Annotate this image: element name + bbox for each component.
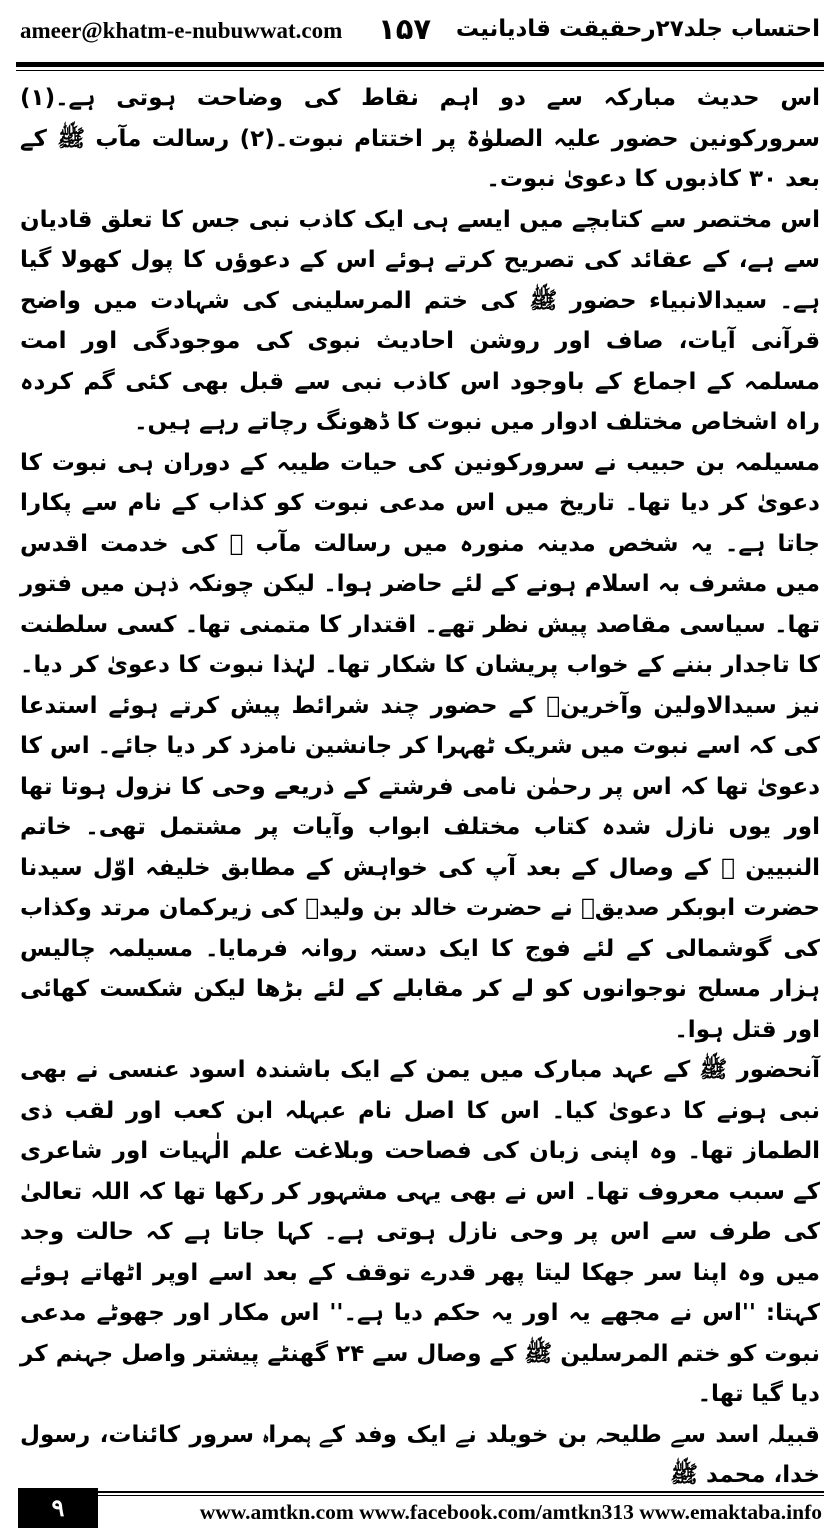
paragraph-2: اس مختصر سے کتابچے میں ایسے ہی ایک کاذب نبی جس کا تعلق قادیان سے ہے، کے عقائد کی تصریح کرتے ہوئے اس کے دعوؤں کا پول کھولا گیا ہے۔ سیدالانبیاء حضور ﷺ کی ختم المرسلینی کی شہادت میں واضح قرآنی آیات، صاف اور روشن احادیث نبوی کی موجودگی اور امت مسلمہ کے اجماع کے باوجود اس کاذب نبی سے قبل بھی کئی گم کردہ راہ اشخاص مختلف ادوار میں نبوت کا ڈھونگ رچاتے رہے ہیں۔ [20,206,820,435]
paragraph-4: آنحضور ﷺ کے عہد مبارک میں یمن کے ایک باشندہ اسود عنسی نے بھی نبی ہونے کا دعویٰ کیا۔ اس کا اصل نام عبہلہ ابن کعب اور لقب ذی الطماز تھا۔ وہ اپنی زبان کی فصاحت وبلاغت علم الٰہیات اور شاعری کے سبب معروف تھا۔ اس نے بھی یہی مشہور کر رکھا تھا کہ اللہ تعالیٰ کی طرف سے اس پر وحی نازل ہوتی ہے۔ کہا جاتا ہے کہ حالت وجد میں وہ اپنا سر جھکا لیتا پھر قدرے توقف کے بعد اسے اوپر اٹھاتے ہوئے کہتا: ''اس نے مجھے یہ اور یہ حکم دیا ہے۔'' اس مکار اور جھوٹے مدعی نبوت کو ختم المرسلین ﷺ کے وصال سے ۲۴ گھنٹے پیشتر واصل جہنم کر دیا گیا تھا۔ [20,1057,820,1407]
page-footer [0,1478,840,1540]
paragraph-3: مسیلمہ بن حبیب نے سرورکونین کی حیات طیبہ کے دوران ہی نبوت کا دعویٰ کر دیا تھا۔ تاریخ میں اس مدعی نبوت کو کذاب کے نام سے پکارا جاتا ہے۔ یہ شخص مدینہ منورہ میں رسالت مآب ﷺ کی خدمت اقدس میں مشرف بہ اسلام ہونے کے لئے حاضر ہوا۔ لیکن چونکہ ذہن میں فتور تھا۔ سیاسی مقاصد پیش نظر تھے۔ اقتدار کا متمنی تھا۔ کسی سلطنت کا تاجدار بننے کے خواب پریشان کا شکار تھا۔ لہٰذا نبوت کا دعویٰ کر دیا۔ نیز سیدالاولین وآخرینؐ کے حضور چند شرائط پیش کرتے ہوئے استدعا کی کہ اسے نبوت میں شریک ٹھہرا کر جانشین نامزد کر دیا جائے۔ اس کا دعویٰ تھا کہ اس پر رحمٰن نامی فرشتے کے ذریعے وحی کا نزول ہوتا تھا اور یوں نازل شدہ کتاب مختلف ابواب وآیات پر مشتمل تھی۔ خاتم النبیین ﷺ کے وصال کے بعد آپ کی خواہش کے مطابق خلیفہ اوّل سیدنا حضرت ابوبکر صدیقؓ نے حضرت خالد بن ولیدؓ کی زیرکمان مرتد وکذاب کی گوشمالی کے لئے فوج کا ایک دستہ روانہ فرمایا۔ مسیلمہ چالیس ہزار مسلح نوجوانوں کو لے کر مقابلے کے لئے بڑھا لیکن شکست کھائی اور قتل ہوا۔ [20,449,820,1043]
page-header [0,0,840,62]
header-rule-thick [16,62,824,67]
footer-rule-thin [98,1495,824,1496]
paragraph-5: قبیلہ اسد سے طلیحہ بن خویلد نے ایک وفد کے ہمراہ سرور کائنات، رسول خدا، محمد ﷺ [20,1421,820,1488]
footer-page-box: ۹ [18,1488,98,1528]
paragraph-1: اس حدیث مبارکہ سے دو اہم نقاط کی وضاحت ہوتی ہے۔(۱) سرورکونین حضور علیہ الصلوٰۃ پر اختتام نبوت۔(۲) رسالت مآب ﷺ کے بعد ۳۰ کاذبوں کا دعویٰ نبوت۔ [20,85,820,192]
header-email: ameer@khatm-e-nubuwwat.com [20,18,343,43]
footer-urls: www.amtkn.com www.facebook.com/amtkn313 www.emaktaba.info [199,1500,822,1524]
header-title: احتساب جلد۲۷رحقیقت قادیانیت [455,16,820,42]
header-rule-thin [16,70,824,71]
header-page-number: ۱۵۷ [378,12,432,46]
footer-rule-thick [98,1491,824,1493]
body-text [20,78,820,1496]
